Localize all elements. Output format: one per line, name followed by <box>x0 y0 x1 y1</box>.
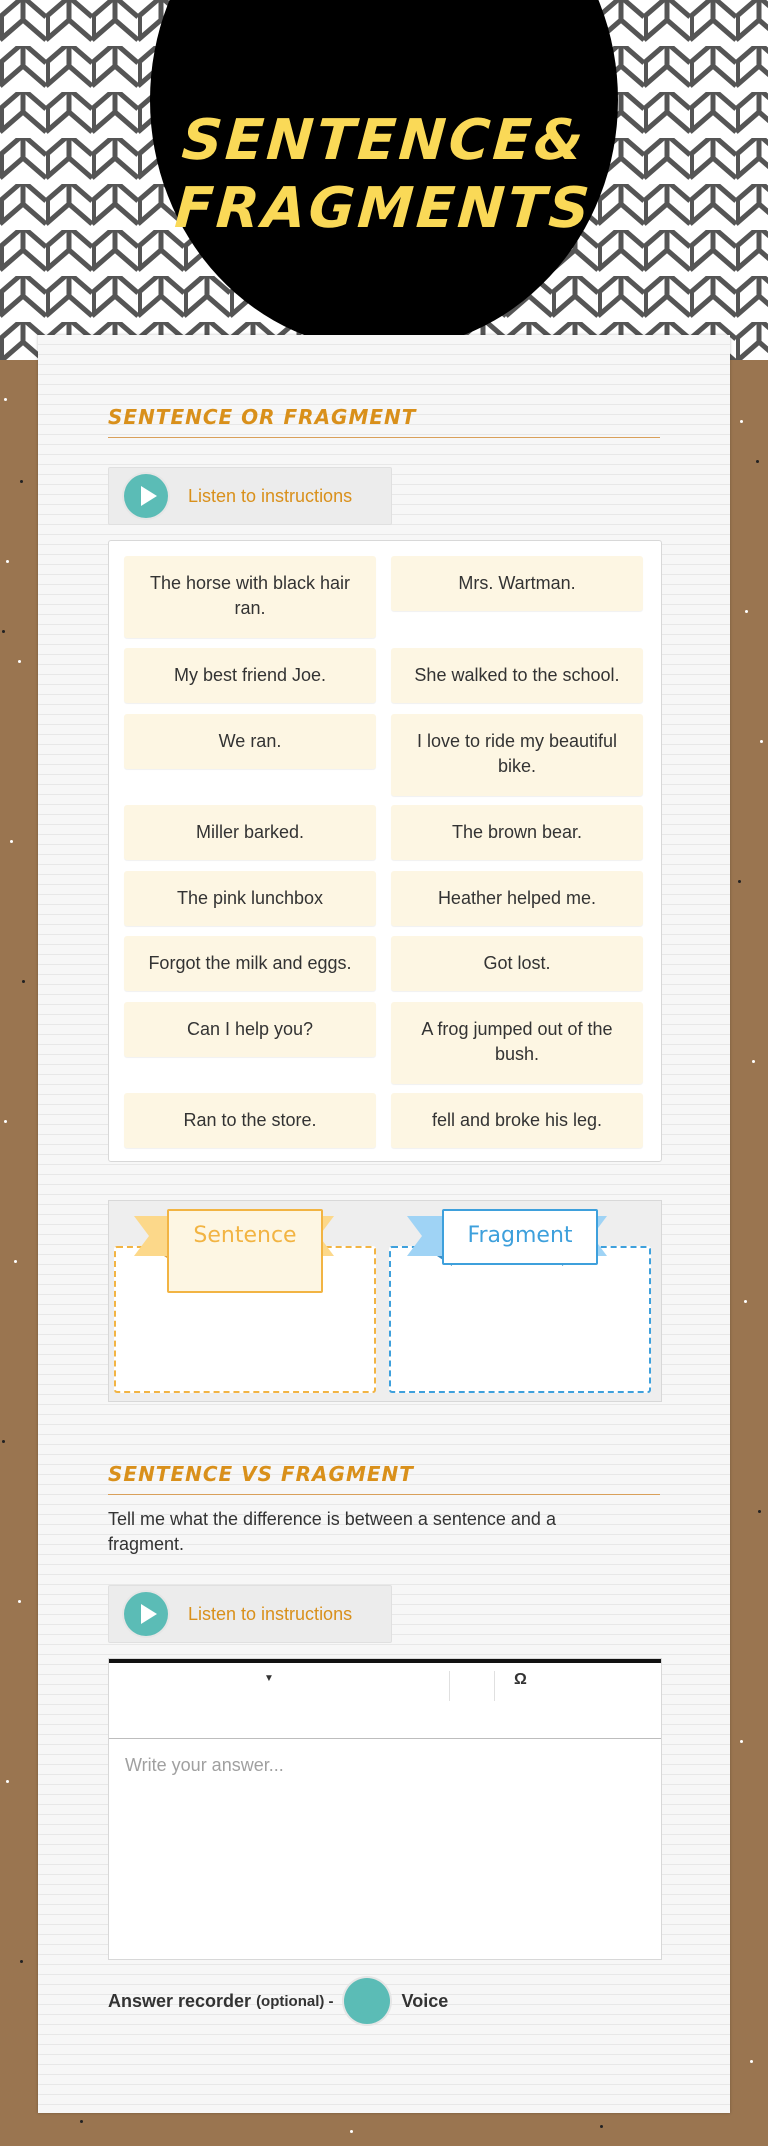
draggable-card[interactable]: I love to ride my beautiful bike. <box>391 714 643 796</box>
board-dot <box>4 1120 7 1123</box>
board-dot <box>18 660 21 663</box>
page-title-line1: SENTENCE& <box>179 108 589 173</box>
page-title-line2: FRAGMENTS <box>173 176 595 241</box>
play-icon[interactable] <box>124 1592 168 1636</box>
board-dot <box>4 398 7 401</box>
board-dot <box>745 610 748 613</box>
draggable-card[interactable]: My best friend Joe. <box>124 648 376 703</box>
listen-instructions-button-2[interactable] <box>108 1585 392 1643</box>
board-dot <box>758 1510 761 1513</box>
draggable-card[interactable]: We ran. <box>124 714 376 769</box>
question-prompt: Tell me what the difference is between a sentence and a fragment. <box>108 1509 556 1554</box>
board-dot <box>738 880 741 883</box>
draggable-card[interactable]: She walked to the school. <box>391 648 643 703</box>
board-dot <box>752 1060 755 1063</box>
draggable-card[interactable]: Ran to the store. <box>124 1093 376 1148</box>
play-icon[interactable] <box>124 474 168 518</box>
draggable-card[interactable]: The horse with black hair ran. <box>124 556 376 638</box>
board-dot <box>6 560 9 563</box>
board-dot <box>6 1780 9 1783</box>
section-title-sentence-or-fragment: SENTENCE OR FRAGMENT <box>108 405 660 438</box>
answer-textarea[interactable]: Write your answer... <box>125 1755 284 1775</box>
sentence-category-label: Sentence <box>193 1223 297 1248</box>
draggable-card[interactable]: The pink lunchbox <box>124 871 376 926</box>
draggable-card[interactable]: Heather helped me. <box>391 871 643 926</box>
draggable-card[interactable]: Mrs. Wartman. <box>391 556 643 611</box>
draggable-card[interactable]: Miller barked. <box>124 805 376 860</box>
board-dot <box>740 420 743 423</box>
draggable-card[interactable]: Can I help you? <box>124 1002 376 1057</box>
listen-instructions-label: Listen to instructions <box>188 1603 353 1624</box>
draggable-card[interactable]: The brown bear. <box>391 805 643 860</box>
board-dot <box>2 630 5 633</box>
listen-instructions-button[interactable] <box>108 467 392 525</box>
board-dot <box>10 840 13 843</box>
board-dot <box>2 1440 5 1443</box>
board-dot <box>600 2125 603 2128</box>
toolbar-separator <box>449 1671 450 1701</box>
editor-toolbar <box>109 1659 661 1739</box>
board-dot <box>14 1260 17 1263</box>
special-character-button[interactable]: Ω <box>514 1671 527 1688</box>
board-dot <box>18 1600 21 1603</box>
fragment-category-banner <box>442 1209 598 1265</box>
draggable-card[interactable]: Forgot the milk and eggs. <box>124 936 376 991</box>
fragment-category-label: Fragment <box>467 1223 573 1248</box>
toolbar-separator <box>494 1671 495 1701</box>
worksheet-paper <box>38 335 730 2113</box>
board-dot <box>350 2130 353 2133</box>
answer-editor <box>108 1658 662 1960</box>
answer-recorder <box>108 1978 448 2024</box>
chevron-down-icon[interactable]: ▼ <box>264 1673 274 1684</box>
board-dot <box>744 1300 747 1303</box>
record-button[interactable] <box>344 1978 390 2024</box>
recorder-optional-label: (optional) - <box>256 1992 334 2010</box>
board-dot <box>756 460 759 463</box>
board-dot <box>760 740 763 743</box>
sentence-category-banner <box>167 1209 323 1293</box>
draggable-card[interactable]: Got lost. <box>391 936 643 991</box>
voice-label: Voice <box>401 1990 449 2011</box>
board-dot <box>740 1740 743 1743</box>
draggable-card[interactable]: fell and broke his leg. <box>391 1093 643 1148</box>
board-dot <box>22 980 25 983</box>
board-dot <box>750 2060 753 2063</box>
fragment-drop-zone[interactable] <box>389 1246 651 1393</box>
sorting-area <box>108 1200 662 1402</box>
board-dot <box>20 480 23 483</box>
recorder-label: Answer recorder <box>108 1990 252 2011</box>
section-title-sentence-vs-fragment: SENTENCE VS FRAGMENT <box>108 1462 660 1495</box>
draggable-card[interactable]: A frog jumped out of the bush. <box>391 1002 643 1084</box>
listen-instructions-label: Listen to instructions <box>188 485 353 506</box>
board-dot <box>20 1960 23 1963</box>
board-dot <box>80 2120 83 2123</box>
card-bank <box>108 540 662 1162</box>
